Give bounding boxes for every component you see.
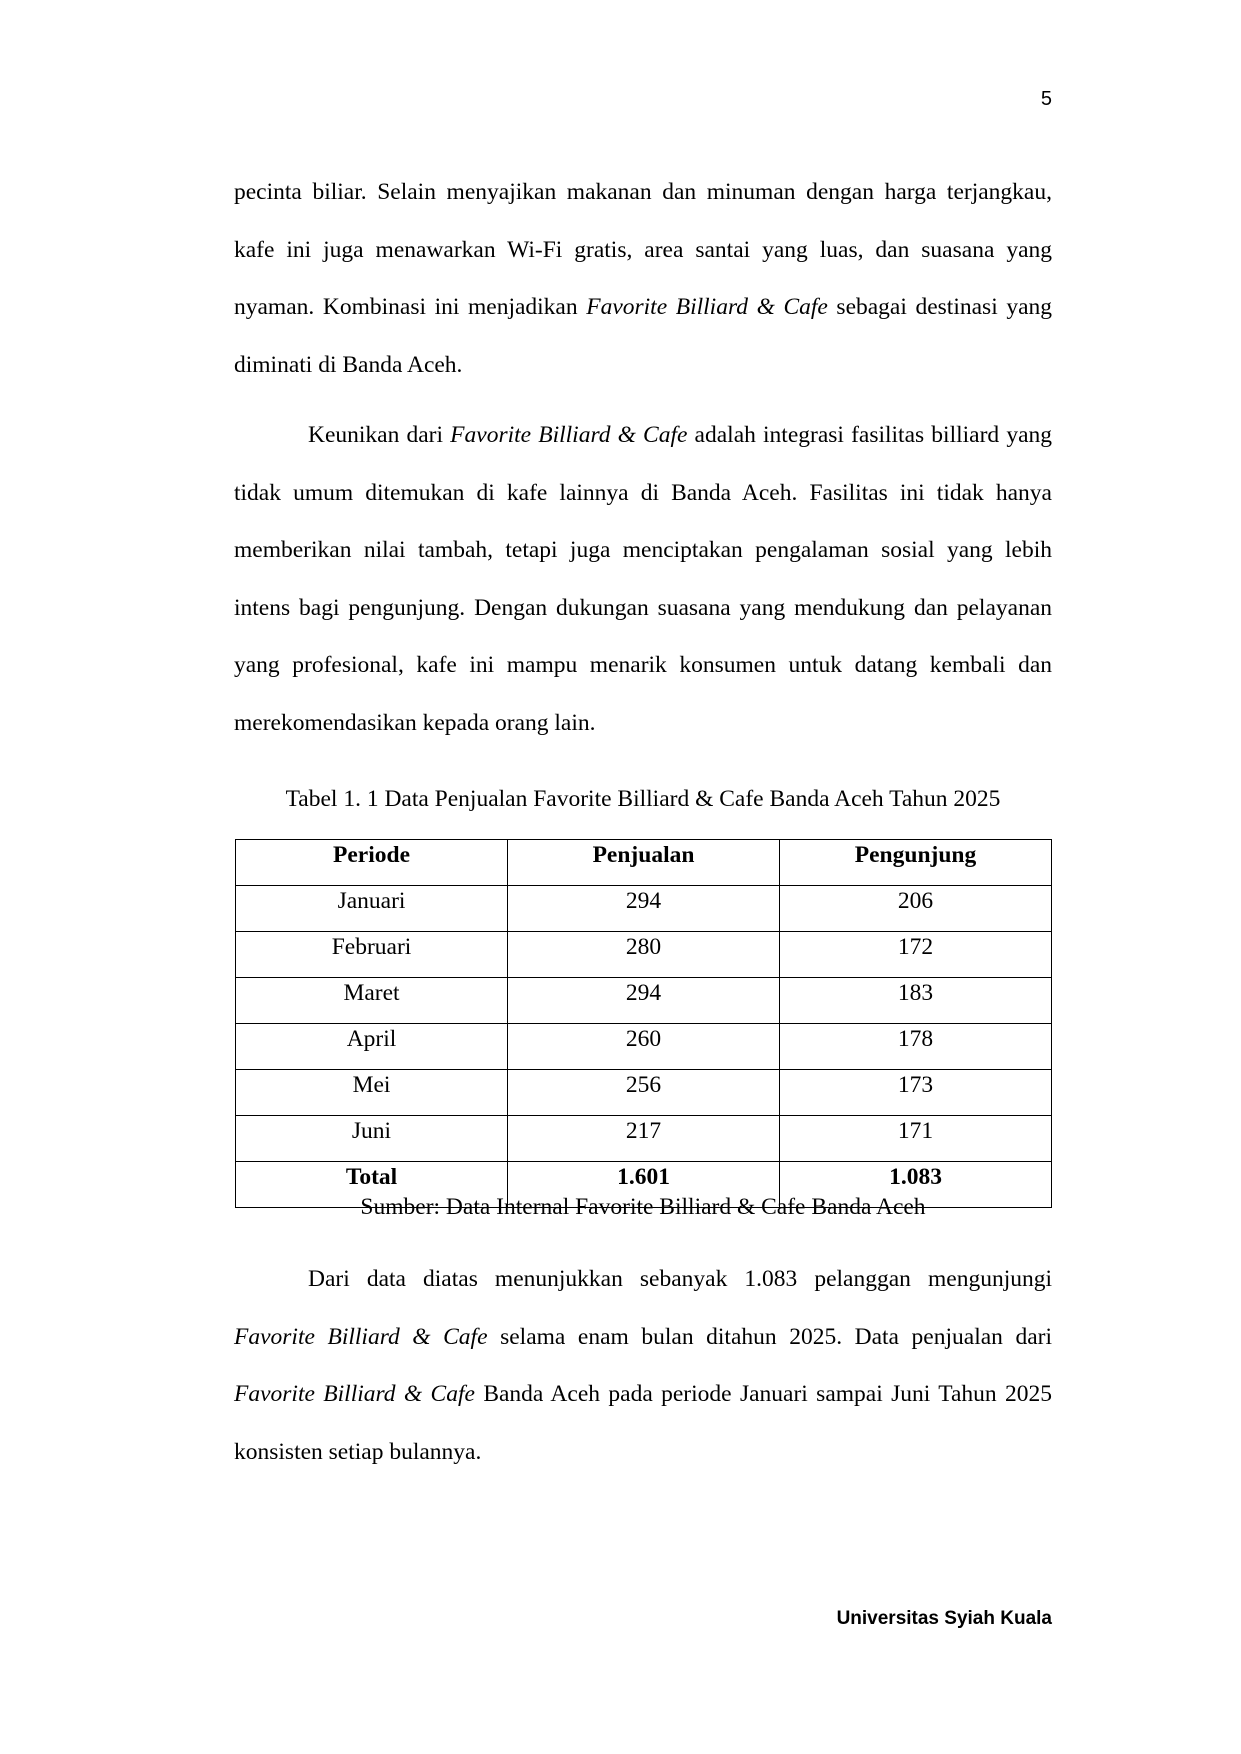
- cafe-name-italic: Favorite Billiard & Cafe: [234, 1323, 488, 1350]
- total-label: Total: [236, 1162, 508, 1208]
- cell-pengunjung: 178: [780, 1024, 1052, 1070]
- paragraph-text: pecinta biliar. Selain menyajikan makanan dan minuman dengan harga terjangkau, kafe ini juga menawarkan Wi-Fi gratis, area santai yang luas, dan suasana yang nyaman. Kombinasi ini menjadikan: [234, 179, 1052, 320]
- table-row: [236, 886, 1052, 932]
- header-periode: Periode: [236, 840, 508, 886]
- cell-penjualan: 294: [508, 886, 780, 932]
- table-header-row: [236, 840, 1052, 886]
- cell-pengunjung: 172: [780, 932, 1052, 978]
- table-row: [236, 978, 1052, 1024]
- cell-periode: Juni: [236, 1116, 508, 1162]
- cell-pengunjung: 173: [780, 1070, 1052, 1116]
- cell-penjualan: 217: [508, 1116, 780, 1162]
- footer-institution: Universitas Syiah Kuala: [836, 1608, 1052, 1629]
- total-penjualan: 1.601: [508, 1162, 780, 1208]
- table-row: [236, 1116, 1052, 1162]
- table-caption: Tabel 1. 1 Data Penjualan Favorite Billiard & Cafe Banda Aceh Tahun 2025: [285, 786, 1001, 812]
- table-row: [236, 1070, 1052, 1116]
- table-source: Sumber: Data Internal Favorite Billiard & Cafe Banda Aceh: [360, 1194, 926, 1220]
- cell-pengunjung: 183: [780, 978, 1052, 1024]
- paragraph-text: Keunikan dari: [308, 422, 451, 448]
- cell-periode: Februari: [236, 932, 508, 978]
- cafe-name-italic: Favorite Billiard & Cafe: [234, 1381, 475, 1407]
- cell-penjualan: 280: [508, 932, 780, 978]
- cell-periode: Maret: [236, 978, 508, 1024]
- cell-pengunjung: 171: [780, 1116, 1052, 1162]
- paragraph-text: sebagai destinasi yang diminati di Banda Aceh.: [234, 294, 1052, 378]
- paragraph-text: selama enam bulan ditahun 2025. Data penjualan dari: [487, 1323, 1053, 1350]
- cafe-name-italic: Favorite Billiard & Cafe: [450, 422, 688, 448]
- cell-penjualan: 256: [508, 1070, 780, 1116]
- cell-penjualan: 294: [508, 978, 780, 1024]
- sales-data-table: [235, 839, 1052, 1208]
- paragraph-uniqueness: [234, 407, 1052, 752]
- header-penjualan: Penjualan: [508, 840, 780, 886]
- paragraph-text: Banda Aceh pada periode Januari sampai Juni Tahun 2025 konsisten setiap bulannya.: [234, 1381, 1053, 1465]
- cell-periode: April: [236, 1024, 508, 1070]
- paragraph-cafe-description: [234, 164, 1052, 394]
- cell-periode: Mei: [236, 1070, 508, 1116]
- page-number: 5: [1040, 88, 1052, 110]
- paragraph-text: Dari data diatas menunjukkan sebanyak 1.083 pelanggan mengunjungi: [308, 1266, 1052, 1292]
- table-row: [236, 932, 1052, 978]
- paragraph-data-summary: [234, 1251, 1052, 1481]
- table-row: [236, 1024, 1052, 1070]
- cafe-name-italic: Favorite Billiard & Cafe: [586, 294, 828, 320]
- total-pengunjung: 1.083: [780, 1162, 1052, 1208]
- cell-periode: Januari: [236, 886, 508, 932]
- cell-penjualan: 260: [508, 1024, 780, 1070]
- header-pengunjung: Pengunjung: [780, 840, 1052, 886]
- cell-pengunjung: 206: [780, 886, 1052, 932]
- paragraph-text: adalah integrasi fasilitas billiard yang tidak umum ditemukan di kafe lainnya di Banda Aceh. Fasilitas ini tidak hanya memberikan nilai tambah, tetapi juga menciptakan pengalaman sosial yang lebih intens bagi pengunjung. Dengan dukungan suasana yang mendukung dan pelayanan yang profesional, kafe ini mampu menarik konsumen untuk datang kembali dan merekomendasikan kepada orang lain.: [234, 422, 1052, 736]
